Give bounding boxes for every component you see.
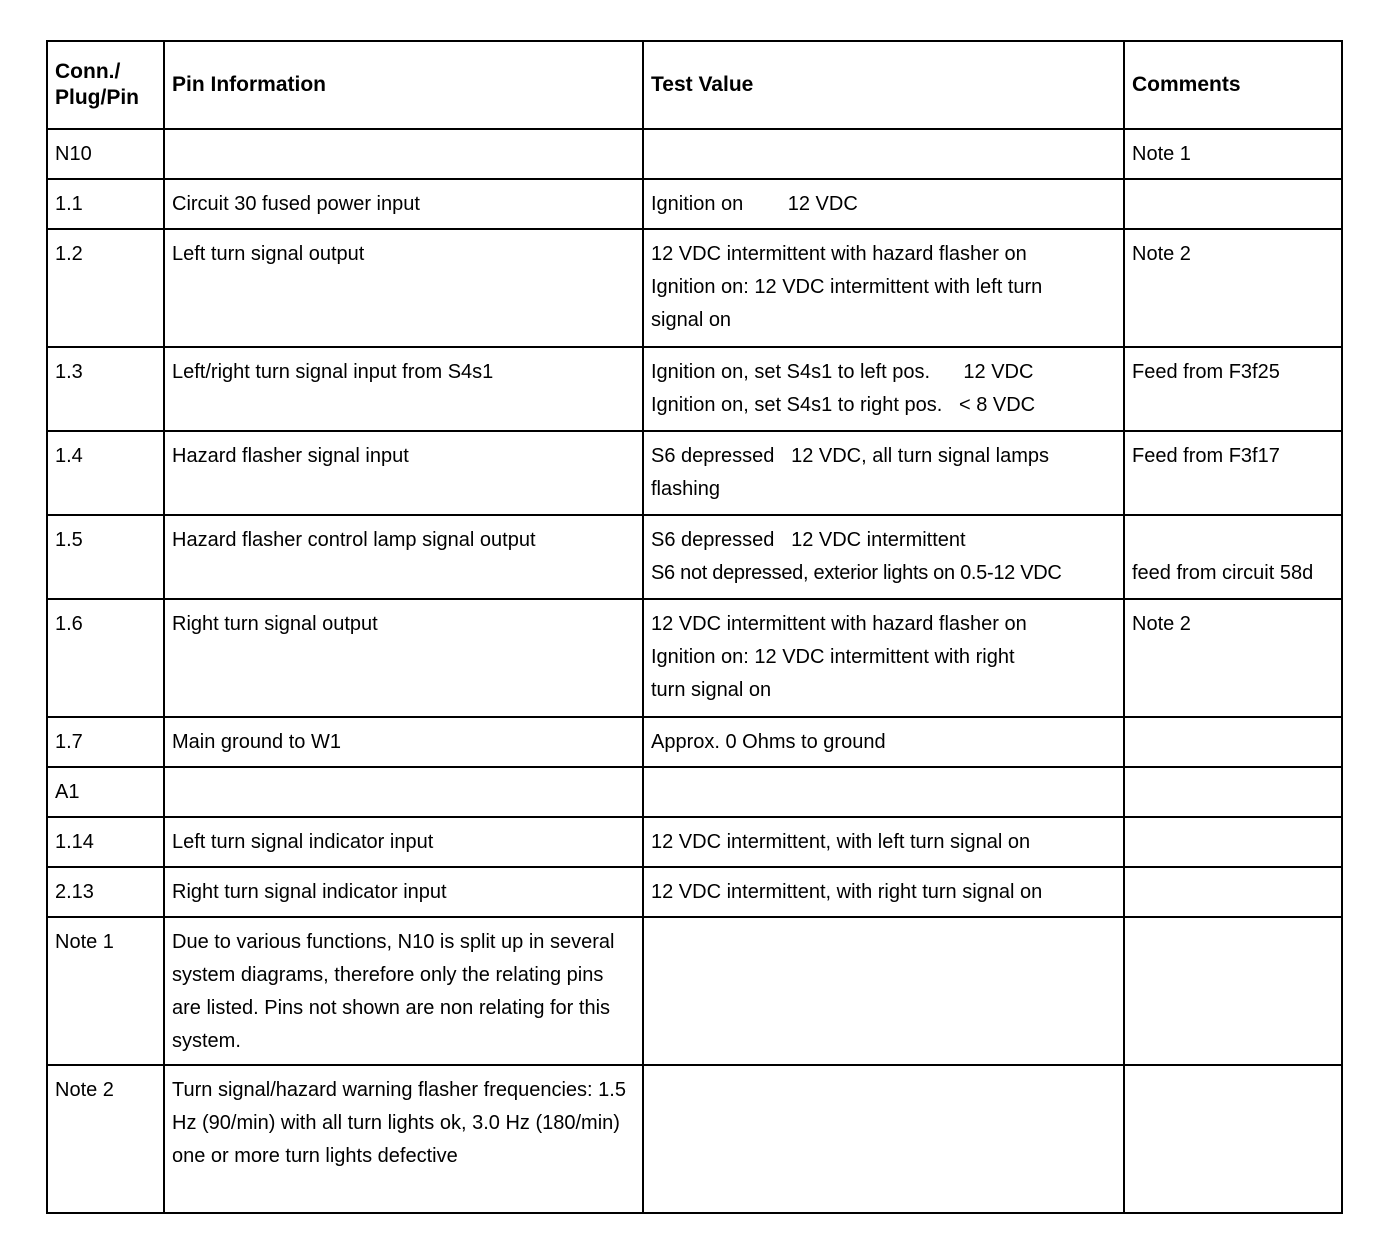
pin-cell: N10 [47, 129, 164, 179]
table-row [47, 867, 1342, 917]
pin-cell: A1 [47, 767, 164, 817]
pin-cell: 1.14 [47, 817, 164, 867]
info-cell: Left turn signal output [164, 229, 643, 347]
test-cell [643, 431, 1124, 515]
test-cell [643, 179, 1124, 229]
empty-cell [1124, 1065, 1342, 1213]
comment-cell: Feed from F3f17 [1124, 431, 1342, 515]
info-cell: Main ground to W1 [164, 717, 643, 767]
info-cell: Circuit 30 fused power input [164, 179, 643, 229]
comment-cell [1124, 867, 1342, 917]
test-cell [643, 515, 1124, 599]
pin-cell: 1.1 [47, 179, 164, 229]
table-row [47, 767, 1342, 817]
note-row [47, 1065, 1342, 1213]
empty-cell [1124, 917, 1342, 1065]
info-cell: Right turn signal output [164, 599, 643, 717]
info-cell: Left/right turn signal input from S4s1 [164, 347, 643, 431]
table-row [47, 717, 1342, 767]
header-row [47, 41, 1342, 129]
pin-cell: 2.13 [47, 867, 164, 917]
note-text: Turn signal/hazard warning flasher frequencies: 1.5 Hz (90/min) with all turn lights ok, 3.0 Hz (180/min) one or more turn lights defective [164, 1065, 643, 1213]
info-cell: Right turn signal indicator input [164, 867, 643, 917]
test-line: turn signal on [651, 679, 772, 701]
note-text: Due to various functions, N10 is split up in several system diagrams, therefore only the relating pins are listed. Pins not shown are non relating for this system. [164, 917, 643, 1065]
test-line: 12 VDC intermittent, with left turn signal on [651, 831, 1031, 853]
test-cell [643, 229, 1124, 347]
test-line: Ignition on: 12 VDC intermittent with right [651, 646, 1015, 668]
table-row [47, 129, 1342, 179]
comment-cell: Feed from F3f25 [1124, 347, 1342, 431]
table-row [47, 179, 1342, 229]
info-cell [164, 767, 643, 817]
info-cell: Hazard flasher control lamp signal output [164, 515, 643, 599]
info-cell: Left turn signal indicator input [164, 817, 643, 867]
pin-cell: 1.2 [47, 229, 164, 347]
pin-cell: 1.3 [47, 347, 164, 431]
note-row [47, 917, 1342, 1065]
test-cell [643, 347, 1124, 431]
test-line: signal on [651, 309, 732, 331]
comment-cell: Note 2 [1124, 229, 1342, 347]
comment-cell [1124, 179, 1342, 229]
table-row [47, 515, 1342, 599]
comment-cell: Note 1 [1124, 129, 1342, 179]
header-test-value: Test Value [643, 41, 1124, 129]
empty-cell [643, 1065, 1124, 1213]
comment-cell [1124, 717, 1342, 767]
pin-cell: 1.7 [47, 717, 164, 767]
test-line: 12 VDC intermittent, with right turn signal on [651, 881, 1043, 903]
test-cell [643, 817, 1124, 867]
test-line: S6 depressed 12 VDC, all turn signal lamps [651, 445, 1049, 467]
test-line: Ignition on 12 VDC [651, 193, 858, 215]
test-line: Ignition on, set S4s1 to right pos. < 8 VDC [651, 394, 1036, 416]
comment-cell: feed from circuit 58d [1124, 515, 1342, 599]
pin-information-table [46, 40, 1343, 1214]
test-cell [643, 717, 1124, 767]
test-line: Ignition on: 12 VDC intermittent with left turn [651, 276, 1043, 298]
test-line: 12 VDC intermittent with hazard flasher on [651, 243, 1027, 265]
table-row [47, 347, 1342, 431]
test-line: 12 VDC intermittent with hazard flasher on [651, 613, 1027, 635]
note-label: Note 2 [47, 1065, 164, 1213]
test-cell [643, 867, 1124, 917]
test-line: flashing [651, 478, 720, 500]
empty-cell [643, 917, 1124, 1065]
header-pin-information: Pin Information [164, 41, 643, 129]
note-label: Note 1 [47, 917, 164, 1065]
table-row [47, 229, 1342, 347]
header-comments: Comments [1124, 41, 1342, 129]
header-conn-line1: Conn./ [55, 60, 121, 83]
pin-cell: 1.5 [47, 515, 164, 599]
comment-cell [1124, 817, 1342, 867]
table-row [47, 817, 1342, 867]
comment-cell: Note 2 [1124, 599, 1342, 717]
test-cell [643, 129, 1124, 179]
table-row [47, 431, 1342, 515]
test-cell [643, 767, 1124, 817]
test-line: S6 depressed 12 VDC intermittent [651, 529, 966, 551]
header-conn-line2: Plug/Pin [55, 86, 139, 109]
table-row [47, 599, 1342, 717]
info-cell: Hazard flasher signal input [164, 431, 643, 515]
info-cell [164, 129, 643, 179]
test-line: S6 not depressed, exterior lights on 0.5-12 VDC [651, 562, 1062, 584]
pin-cell: 1.6 [47, 599, 164, 717]
pin-cell: 1.4 [47, 431, 164, 515]
test-line: Approx. 0 Ohms to ground [651, 731, 886, 753]
test-cell [643, 599, 1124, 717]
comment-cell [1124, 767, 1342, 817]
header-conn-plug-pin [47, 41, 164, 129]
test-line: Ignition on, set S4s1 to left pos. 12 VDC [651, 361, 1034, 383]
